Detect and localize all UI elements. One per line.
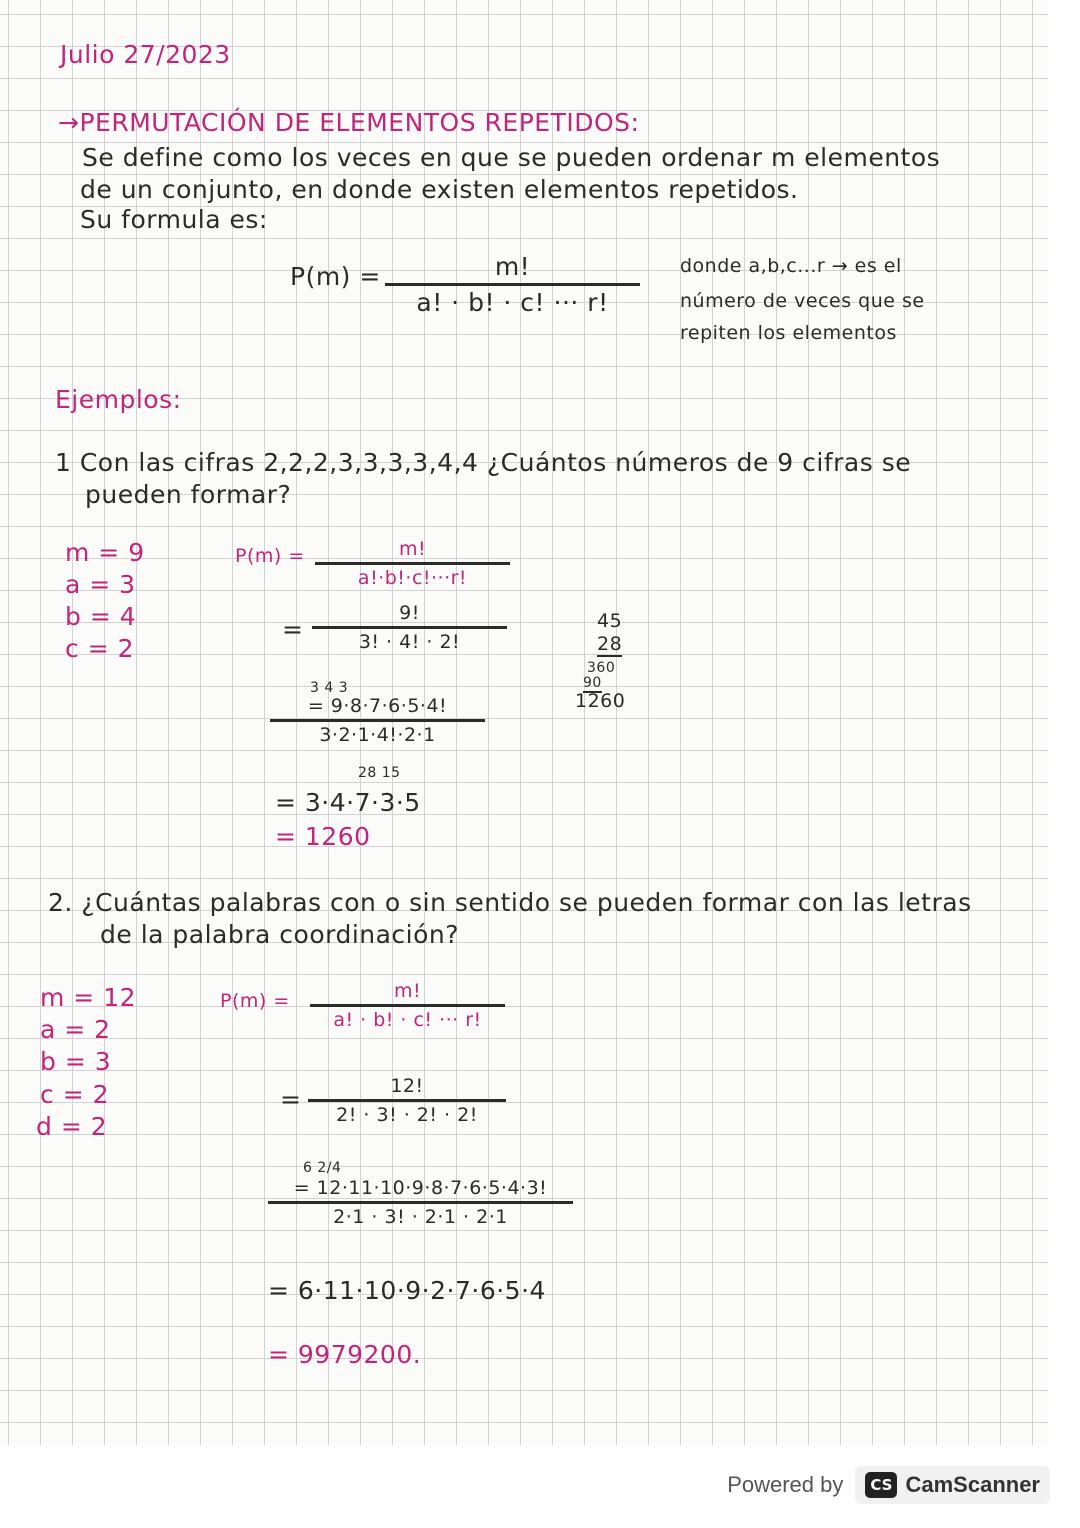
- example2-step2: [268, 1177, 573, 1228]
- camscanner-logo-icon: CS: [865, 1472, 897, 1498]
- example1-formula-num: m!: [398, 538, 427, 560]
- example1-formula-lhs: P(m) =: [235, 545, 305, 567]
- example2-formula-lhs: P(m) =: [220, 990, 290, 1012]
- camscanner-brand: CamScanner: [905, 1472, 1040, 1497]
- side-calc-2: 28: [597, 633, 623, 655]
- formula-denominator: a! · b! · c! ··· r!: [385, 283, 640, 317]
- example1-question-1: 1 Con las cifras 2,2,2,3,3,3,3,4,4 ¿Cuántos números de 9 cifras se: [55, 448, 912, 477]
- example1-step1-den: 3! · 4! · 2!: [312, 626, 507, 653]
- definition-line-3: Su formula es:: [80, 205, 268, 234]
- formula-note-1: donde a,b,c...r → es el: [680, 255, 902, 277]
- section-heading: →PERMUTACIÓN DE ELEMENTOS REPETIDOS:: [58, 108, 640, 137]
- example2-formula: [310, 980, 505, 1031]
- example1-step2-num: = 9·8·7·6·5·4!: [307, 695, 448, 717]
- example1-formula-den: a!·b!·c!···r!: [315, 562, 510, 589]
- example2-formula-den: a! · b! · c! ··· r!: [310, 1004, 505, 1031]
- example1-var-a: a = 3: [65, 570, 136, 599]
- example1-question-2: pueden formar?: [85, 480, 292, 509]
- formula-note-2: número de veces que se: [680, 290, 925, 312]
- side-calc-5: 1260: [575, 690, 626, 712]
- example2-result: = 9979200.: [268, 1340, 422, 1369]
- side-calc-1: 45: [597, 610, 623, 632]
- example1-var-b: b = 4: [65, 602, 137, 631]
- example1-step1-num: 9!: [399, 602, 420, 624]
- formula-numerator: m!: [494, 252, 531, 281]
- examples-label: Ejemplos:: [55, 385, 182, 414]
- example2-var-m: m = 12: [40, 983, 137, 1012]
- example1-step3: = 3·4·7·3·5: [275, 788, 421, 817]
- date: Julio 27/2023: [60, 40, 231, 69]
- example2-formula-num: m!: [393, 980, 422, 1002]
- example1-var-c: c = 2: [65, 634, 134, 663]
- formula-note-3: repiten los elementos: [680, 322, 897, 344]
- example2-var-d: d = 2: [36, 1112, 108, 1141]
- example2-step2-den: 2·1 · 3! · 2·1 · 2·1: [268, 1201, 573, 1228]
- side-calc-3: 360: [587, 660, 616, 676]
- example1-result: = 1260: [275, 822, 371, 851]
- example2-step1-num: 12!: [390, 1075, 424, 1097]
- example1-formula: [315, 538, 510, 589]
- camscanner-watermark: [727, 1466, 1050, 1504]
- formula-lhs: P(m) =: [290, 262, 381, 291]
- example2-step2-num: = 12·11·10·9·8·7·6·5·4·3!: [293, 1177, 548, 1199]
- definition-line-1: Se define como los veces en que se pueden ordenar m elementos: [82, 143, 941, 172]
- formula-fraction: [385, 252, 640, 317]
- example1-step2: [270, 695, 485, 746]
- camscanner-badge: [855, 1466, 1050, 1504]
- example2-step1: [308, 1075, 506, 1126]
- example1-step2-den: 3·2·1·4!·2·1: [270, 719, 485, 746]
- example2-cancel-marks: 6 2/4: [303, 1160, 342, 1176]
- example2-var-a: a = 2: [40, 1015, 111, 1044]
- example2-var-b: b = 3: [40, 1047, 112, 1076]
- example2-step1-den: 2! · 3! · 2! · 2!: [308, 1099, 506, 1126]
- example1-group-marks: 28 15: [358, 765, 401, 781]
- powered-by-text: Powered by: [727, 1472, 844, 1497]
- example2-question-2: de la palabra coordinación?: [100, 920, 460, 949]
- example2-question-1: 2. ¿Cuántas palabras con o sin sentido se pueden formar con las letras: [48, 888, 972, 917]
- example1-cancel-marks: 3 4 3: [310, 680, 349, 696]
- side-calc-4: 90: [583, 675, 602, 691]
- example1-var-m: m = 9: [65, 538, 145, 567]
- definition-line-2: de un conjunto, en donde existen elementos repetidos.: [80, 175, 799, 204]
- example2-step3: = 6·11·10·9·2·7·6·5·4: [268, 1276, 546, 1305]
- example1-step1: [312, 602, 507, 653]
- example2-var-c: c = 2: [40, 1080, 109, 1109]
